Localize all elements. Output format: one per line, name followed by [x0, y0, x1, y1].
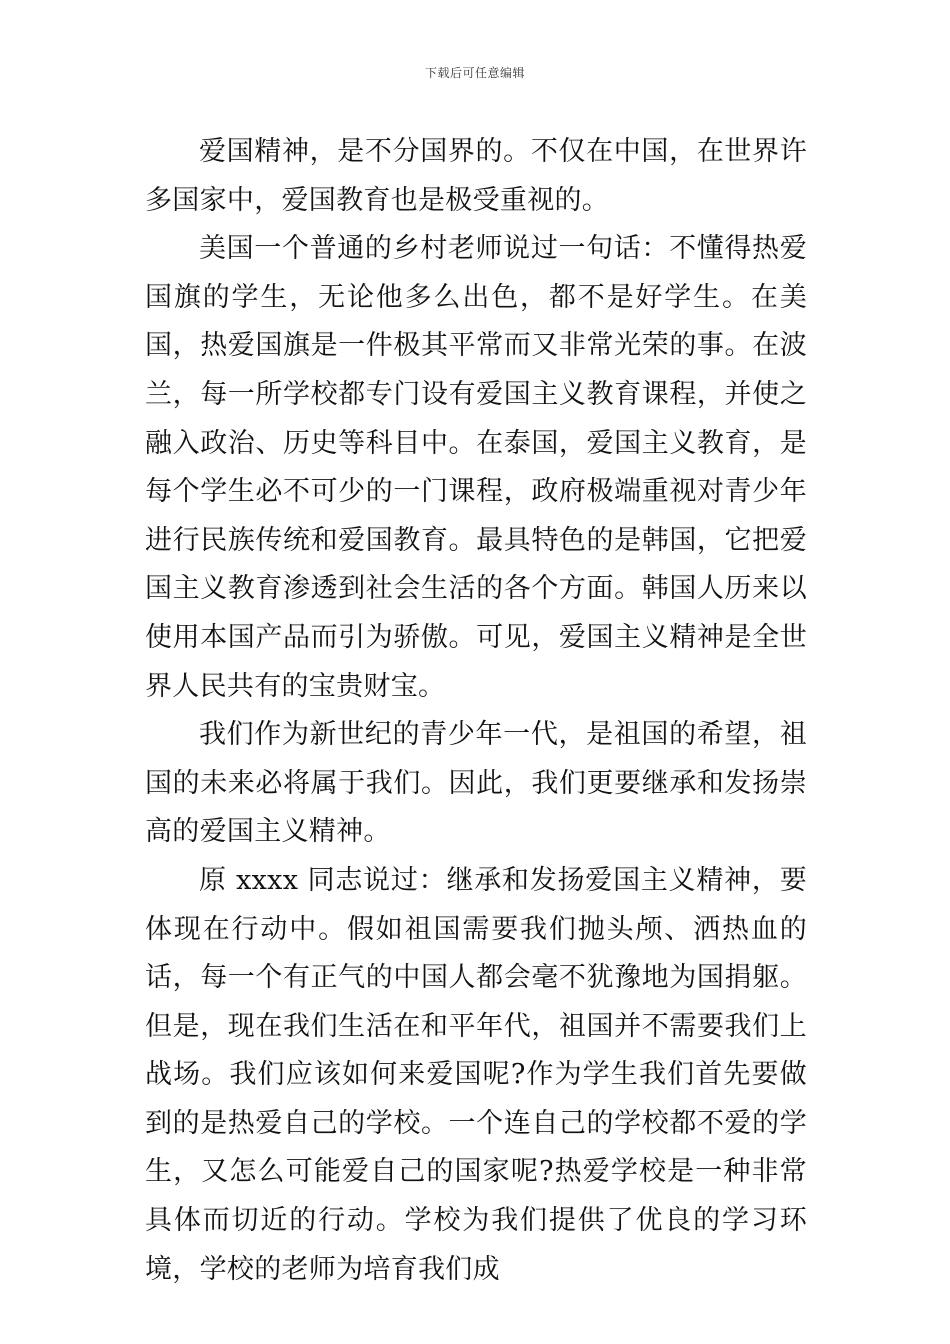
paragraph-patriotism-no-borders: 爱国精神，是不分国界的。不仅在中国，在世界许多国家中，爱国教育也是极受重视的。 — [145, 136, 807, 216]
paragraph-love-school: 原 xxxx 同志说过：继承和发扬爱国主义精神，要体现在行动中。假如祖国需要我们抛头颅、洒热血的话，每一个有正气的中国人都会毫不犹豫地为国捐躯。但是，现在我们生活在和平年代，祖国并不需要我们上战场。我们应该如何来爱国呢?作为学生我们首先要做到的是热爱自己的学校。一个连自己的学校都不爱的学生，又怎么可能爱自己的国家呢?热爱学校是一种非常具体而切近的行动。学校为我们提供了优良的学习环境，学校的老师为培育我们成 — [145, 864, 807, 1285]
page-header: 下载后可任意编辑 — [424, 66, 525, 80]
paragraph-world-examples: 美国一个普通的乡村老师说过一句话：不懂得热爱国旗的学生，无论他多么出色，都不是好学生。在美国，热爱国旗是一件极其平常而又非常光荣的事。在波兰，每一所学校都专门设有爱国主义教育课程，并使之融入政治、历史等科目中。在泰国，爱国主义教育，是每个学生必不可少的一门课程，政府极端重视对青少年进行民族传统和爱国教育。最具特色的是韩国，它把爱国主义教育渗透到社会生活的各个方面。韩国人历来以使用本国产品而引为骄傲。可见，爱国主义精神是全世界人民共有的宝贵财宝。 — [145, 233, 807, 702]
paragraph-new-generation: 我们作为新世纪的青少年一代，是祖国的希望，祖国的未来必将属于我们。因此，我们更要继承和发扬崇高的爱国主义精神。 — [145, 719, 807, 848]
document-body — [145, 128, 807, 1294]
